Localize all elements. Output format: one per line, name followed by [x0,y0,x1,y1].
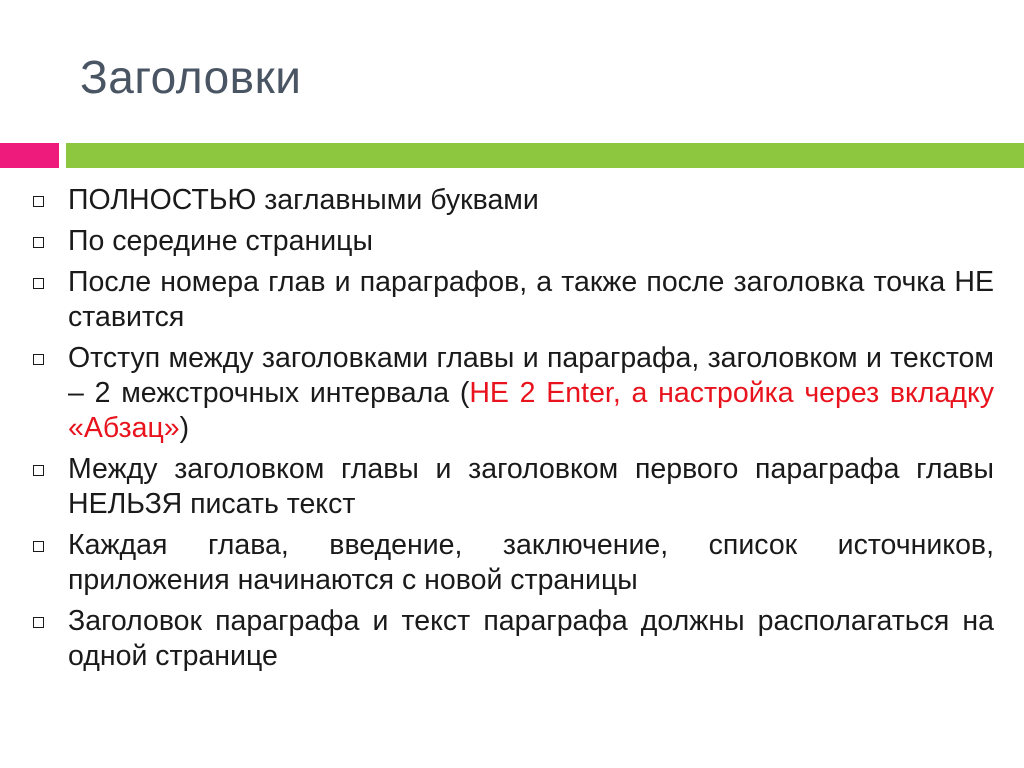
list-item [30,604,994,674]
list-item [30,265,994,335]
hollow-square-icon [33,196,44,207]
slide-title: Заголовки [80,51,302,103]
accent-bar-pink [0,143,59,168]
hollow-square-icon [33,237,44,248]
list-item [30,452,994,522]
list-item-text: Между заголовком главы и заголовком первого параграфа главы НЕЛЬЗЯ писать текст [68,453,994,520]
list-item [30,528,994,598]
hollow-square-icon [33,541,44,552]
list-item-highlight: НЕ 2 Enter, а настройка через вкладку «Абзац» [68,377,994,444]
list-item [30,341,994,446]
list-item-text: Отступ между заголовками главы и параграфа, заголовком и текстом – 2 межстрочных интервала ( [68,342,994,409]
hollow-square-icon [33,465,44,476]
list-item [30,224,994,259]
list-item-text: По середине страницы [68,225,373,257]
accent-bar-green [66,143,1024,168]
hollow-square-icon [33,617,44,628]
list-item-text-end: ) [179,412,190,444]
hollow-square-icon [33,278,44,289]
hollow-square-icon [33,354,44,365]
list-item-text: После номера глав и параграфов, а также после заголовка точка НЕ ставится [68,266,994,333]
list-item-text: ПОЛНОСТЬЮ заглавными буквами [68,184,539,216]
list-item-text: Заголовок параграфа и текст параграфа должны располагаться на одной странице [68,605,994,672]
list-item-text: Каждая глава, введение, заключение, список источников, приложения начинаются с новой страницы [68,529,994,596]
bullet-list [30,183,994,680]
list-item [30,183,994,218]
